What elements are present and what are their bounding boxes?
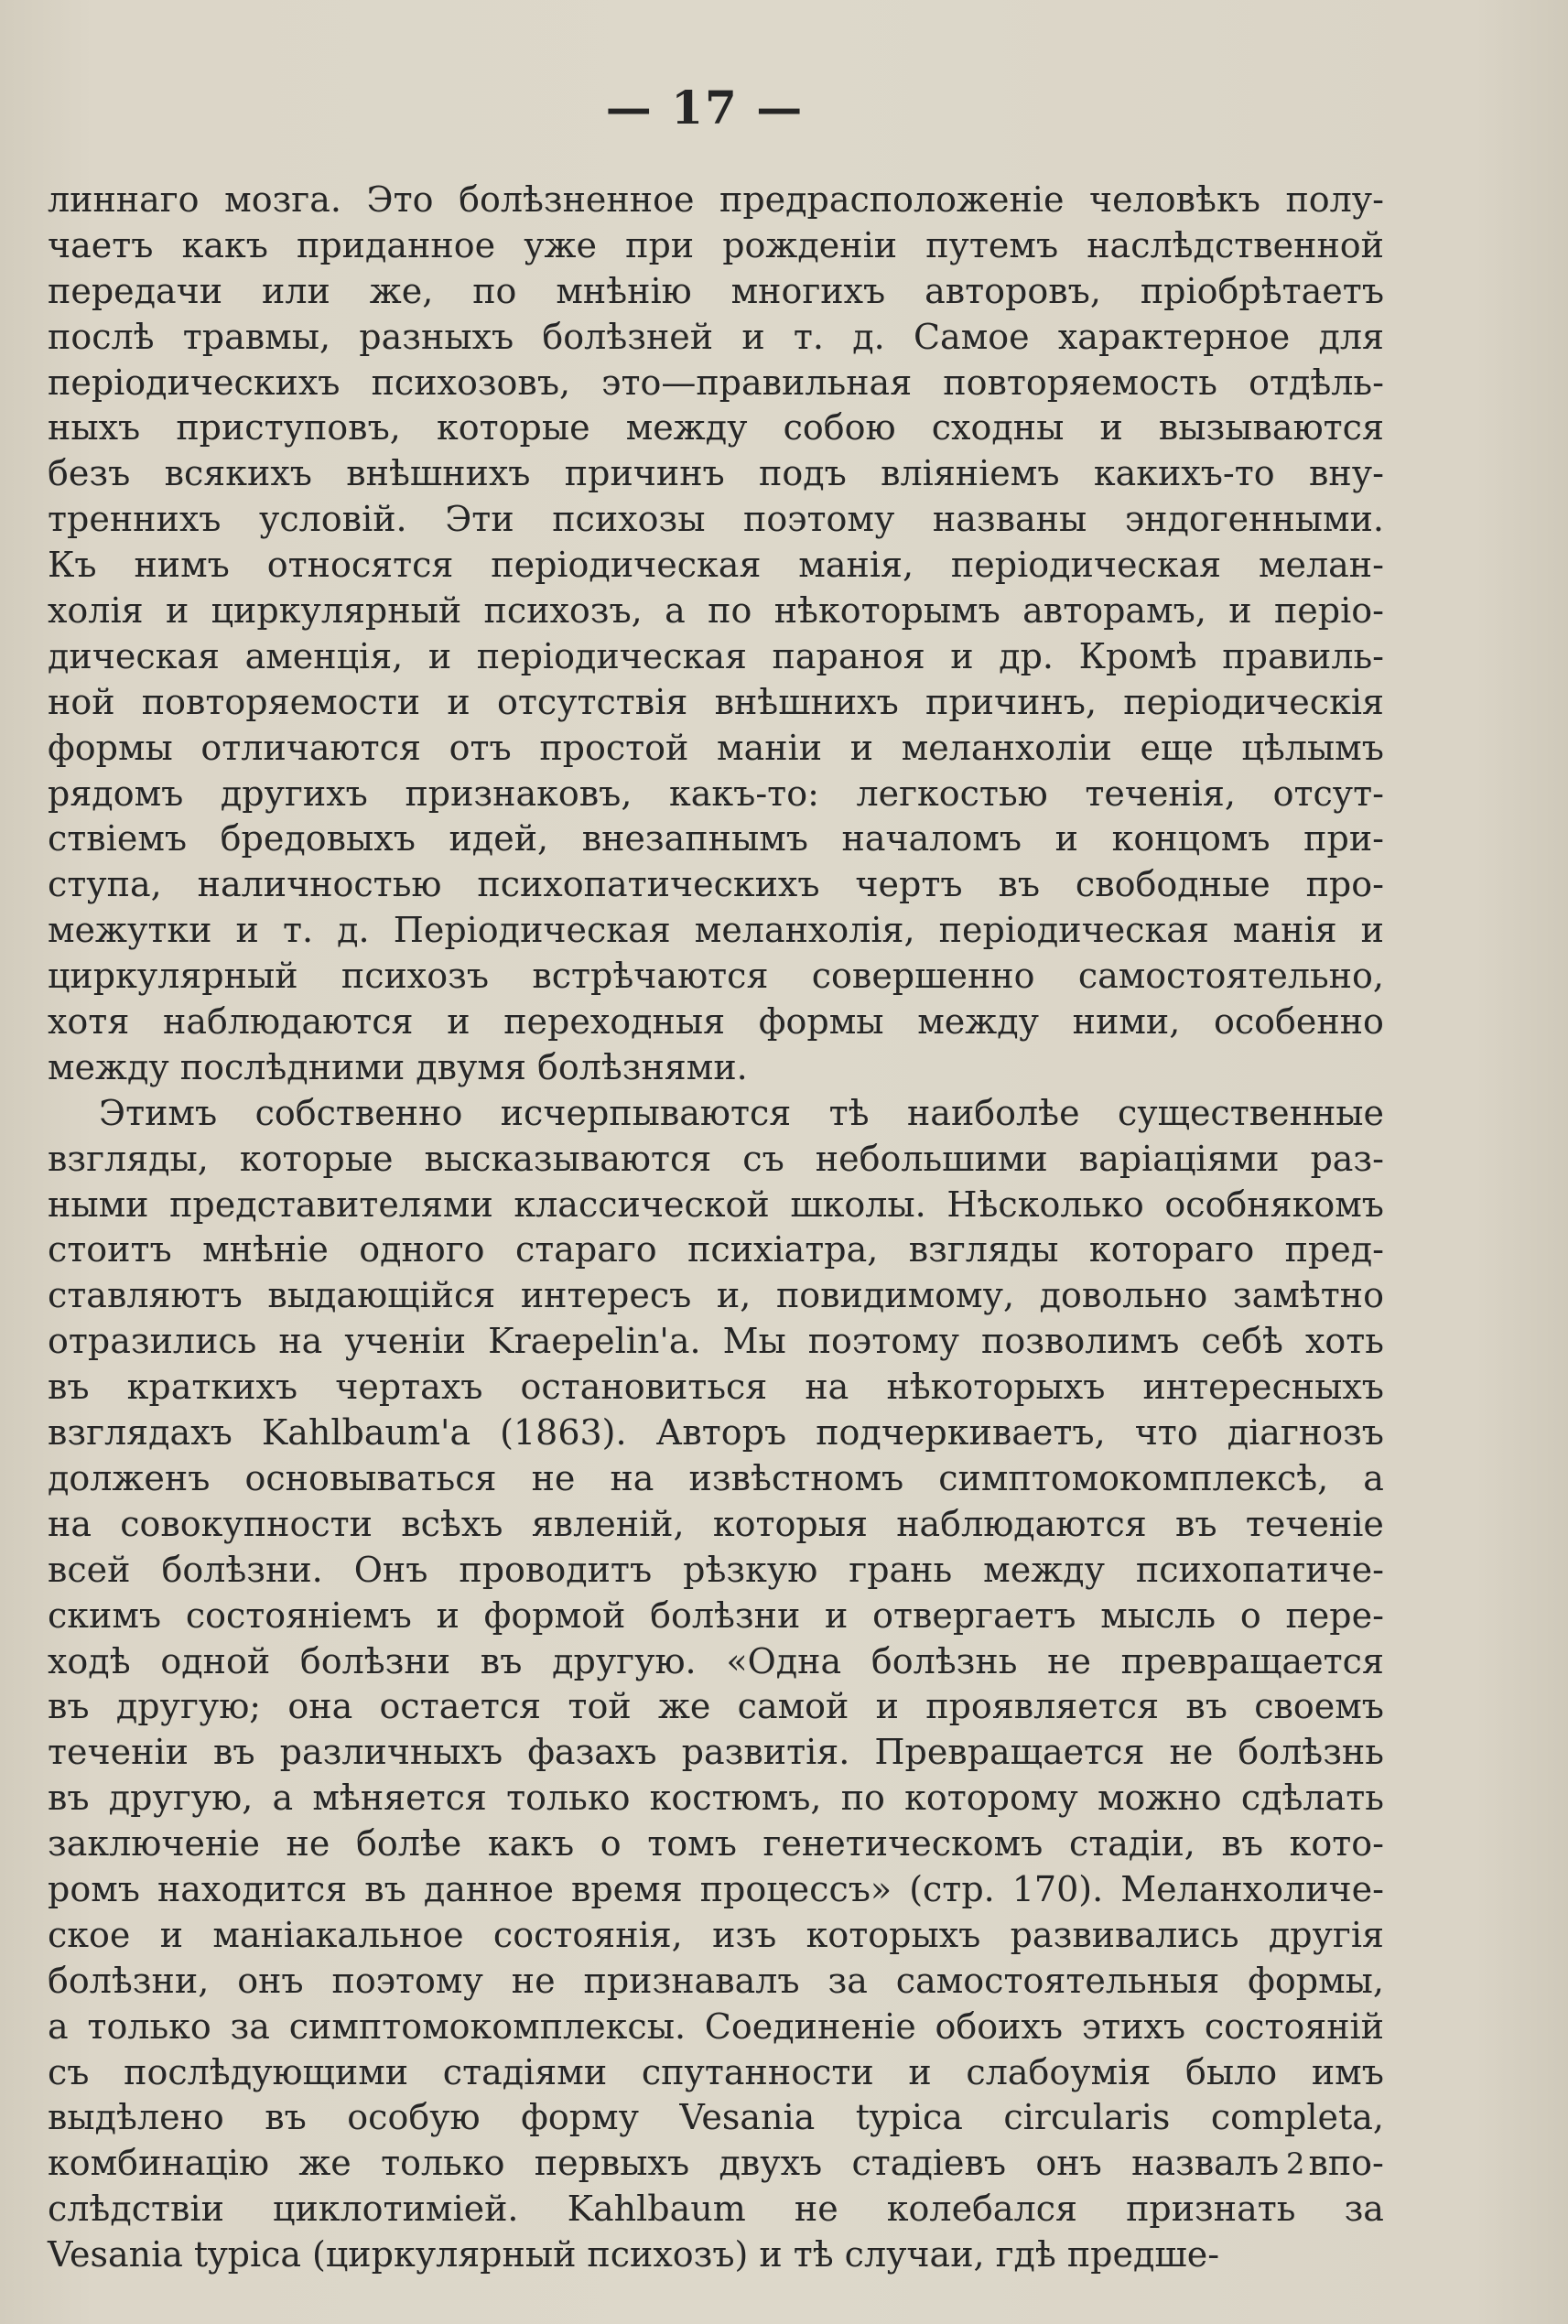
text-line: въ краткихъ чертахъ остановиться на нѣкоторыхъ интересныхъ — [48, 1367, 1384, 1408]
text-line: скимъ состоянiемъ и формой болѣзни и отвергаетъ мысль о пере- — [48, 1594, 1384, 1636]
text-line: безъ всякихъ внѣшнихъ причинъ подъ влiянiемъ какихъ-то вну- — [48, 453, 1384, 494]
text-line: между послѣдними двумя болѣзнями. — [48, 1046, 748, 1087]
text-line: дическая аменцiя, и перiодическая параноя и др. Кромѣ правиль- — [48, 635, 1384, 676]
text-line: ходѣ одной болѣзни въ другую. «Одна болѣзнь не превращается — [48, 1640, 1384, 1681]
text-line: рядомъ другихъ признаковъ, какъ-то: легкостью теченiя, отсут- — [48, 773, 1384, 814]
text-line: ставляютъ выдающiйся интересъ и, повидимому, довольно замѣтно — [48, 1275, 1384, 1316]
text-line: ными представителями классической школы. Нѣсколько особнякомъ — [48, 1184, 1384, 1225]
text-line: формы отличаются отъ простой манiи и меланхолiи еще цѣлымъ — [48, 727, 1384, 768]
text-line: теченiи въ различныхъ фазахъ развитiя. Превращается не болѣзнь — [48, 1732, 1384, 1773]
text-line: а только за симптомокомплексы. Соединенiе обоихъ этихъ состоянiй — [48, 2005, 1384, 2047]
text-line: болѣзни, онъ поэтому не признавалъ за самостоятельныя формы, — [48, 1960, 1384, 2001]
printer-signature-mark: 2 — [1286, 2146, 1305, 2181]
text-line: долженъ основываться не на извѣстномъ симптомокомплексѣ, а — [48, 1457, 1384, 1498]
text-line: ромъ находится въ данное время процессъ» (стр. 170). Меланхоличе- — [48, 1868, 1384, 1909]
text-line: Vesania typica (циркулярный психозъ) и тѣ случаи, гдѣ предше- — [48, 2234, 1220, 2275]
text-line: взгляды, которые высказываются съ небольшими варiацiями раз- — [48, 1138, 1384, 1179]
text-line: всей болѣзни. Онъ проводитъ рѣзкую грань между психопатиче- — [48, 1549, 1384, 1590]
text-line: передачи или же, по мнѣнiю многихъ авторовъ, прiобрѣтаетъ — [48, 270, 1384, 311]
text-line: въ другую; она остается той же самой и проявляется въ своемъ — [48, 1686, 1384, 1727]
text-line: взглядахъ Kahlbaum'а (1863). Авторъ подчеркиваетъ, что дiагнозъ — [48, 1412, 1384, 1454]
text-line: слѣдствiи циклотимiей. Kahlbaum не колебался признать за — [48, 2189, 1384, 2230]
paragraph-1 — [48, 178, 1384, 1091]
text-line: стоитъ мнѣнiе одного стараго психiатра, взгляды котораго пред- — [48, 1229, 1384, 1270]
text-line: линнаго мозга. Это болѣзненное предрасположенiе человѣкъ полу- — [48, 179, 1384, 220]
text-line: треннихъ условiй. Эти психозы поэтому названы эндогенными. — [48, 499, 1384, 540]
text-line: отразились на ученiи Kraepelin'а. Мы поэтому позволимъ себѣ хоть — [48, 1321, 1384, 1362]
text-line: ствiемъ бредовыхъ идей, внезапнымъ началомъ и концомъ при- — [48, 818, 1384, 859]
text-line: комбинацiю же только первыхъ двухъ стадiевъ онъ назвалъ впо- — [48, 2143, 1384, 2184]
text-line: ское и манiакальное состоянiя, изъ которыхъ развивались другiя — [48, 1914, 1384, 1955]
page-number: — 17 — — [605, 81, 805, 135]
text-line: заключенiе не болѣе какъ о томъ генетическомъ стадiи, въ кото- — [48, 1823, 1384, 1865]
text-line: на совокупности всѣхъ явленiй, которыя наблюдаются въ теченiе — [48, 1503, 1384, 1544]
text-line: въ другую, а мѣняется только костюмъ, по которому можно сдѣлать — [48, 1778, 1384, 1819]
text-line: чаетъ какъ приданное уже при рожденiи путемъ наслѣдственной — [48, 224, 1384, 265]
text-line: послѣ травмы, разныхъ болѣзней и т. д. Самое характерное для — [48, 316, 1384, 357]
text-line: межутки и т. д. Перiодическая меланхолiя, перiодическая манiя и — [48, 910, 1384, 951]
text-line: холiя и циркулярный психозъ, а по нѣкоторымъ авторамъ, и перiо- — [48, 590, 1384, 632]
text-line: Этимъ собственно исчерпываются тѣ наиболѣе существенные — [99, 1092, 1384, 1133]
text-line: хотя наблюдаются и переходныя формы между ними, особенно — [48, 1001, 1384, 1043]
text-line: съ послѣдующими стадiями спутанности и слабоумiя было имъ — [48, 2051, 1384, 2092]
text-line: Къ нимъ относятся перiодическая манiя, перiодическая мелан- — [48, 545, 1384, 586]
text-line: выдѣлено въ особую форму Vesania typica circularis completa, — [48, 2097, 1384, 2138]
text-line: циркулярный психозъ встрѣчаются совершенно самостоятельно, — [48, 956, 1384, 997]
text-line: ступа, наличностью психопатическихъ чертъ въ свободные про- — [48, 864, 1384, 905]
text-line: ной повторяемости и отсутствiя внѣшнихъ причинъ, перiодическiя — [48, 681, 1384, 722]
body-text — [48, 178, 1384, 2278]
text-line: перiодическихъ психозовъ, это—правильная повторяемость отдѣль- — [48, 362, 1384, 403]
paragraph-2 — [48, 1091, 1384, 2278]
text-line: ныхъ приступовъ, которые между собою сходны и вызываются — [48, 407, 1384, 449]
